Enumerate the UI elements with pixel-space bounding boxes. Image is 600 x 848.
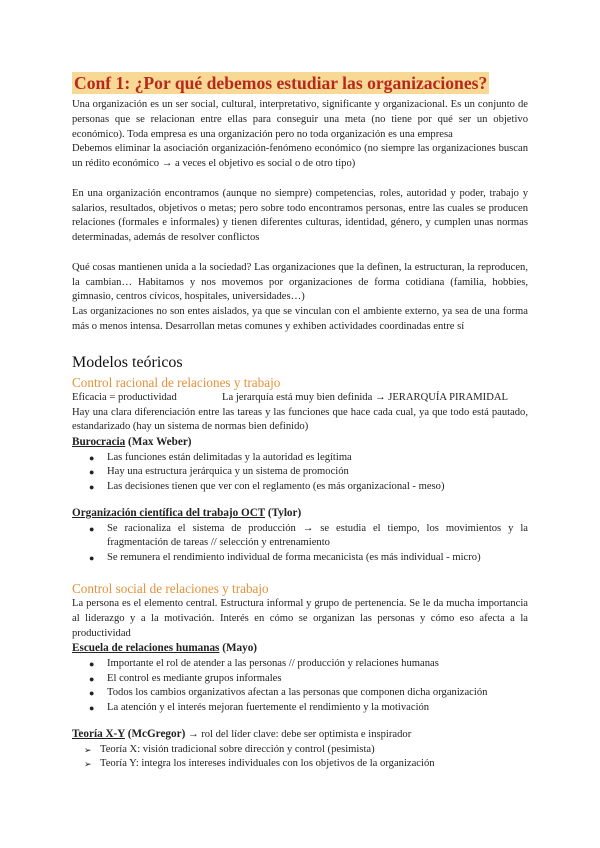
- list-item: ● El control es mediante grupos informales: [72, 672, 528, 687]
- bullet-icon: ●: [89, 673, 95, 684]
- teoria-xy-name: Teoría X-Y: [72, 728, 125, 740]
- intro-paragraph-5: Las organizaciones no son entes aislados, ya que se vinculan con el ambiente externo, ya sea de una forma más o menos intensa. Desarrollan metas comunes y exhiben actividades coordinadas entre sí: [72, 306, 528, 332]
- eficacia-right-text: La jerarquía está muy bien definida → JERARQUÍA PIRAMIDAL: [222, 391, 508, 403]
- arrow-bullet-icon: ➢: [84, 744, 92, 755]
- intro-paragraph-3: En una organización encontramos (aunque no siempre) competencias, roles, autoridad y poder, trabajo y salarios, resultados, objetivos o metas; pero sobre todo encontramos personas, entre las cuales se producen relaciones (formales e informales) y tienen diferentes culturas, identidad, género, y cumplen unas normas determinadas, además de resolver conflictos: [72, 187, 528, 244]
- eficacia-line: [72, 391, 528, 406]
- list-item: ● Importante el rol de atender a las personas // producción y relaciones humanas: [72, 657, 528, 672]
- escuela-name: Escuela de relaciones humanas: [72, 642, 220, 655]
- oct-author: (Tylor): [265, 507, 302, 520]
- control-racional-text: Hay una clara diferenciación entre las tareas y las funciones que hace cada cual, ya que todo está pautado, estandarizado (hay un sistema de normas bien definido): [72, 406, 528, 433]
- bullet-icon: ●: [89, 688, 95, 699]
- oct-heading: [72, 506, 528, 522]
- escuela-author: (Mayo): [219, 642, 258, 655]
- teoria-xy-author: (McGregor): [124, 728, 186, 740]
- intro-paragraph-2: Debemos eliminar la asociación organización-fenómeno económico (no siempre las organizaciones buscan un rédito económico → a veces el objetivo es social o de otro tipo): [72, 143, 528, 170]
- list-item: ● La atención y el interés mejoran fuertemente el rendimiento y la motivación: [72, 701, 528, 716]
- escuela-heading: [72, 641, 528, 657]
- burocracia-heading: [72, 435, 528, 451]
- eficacia-left-text: Eficacia = productividad: [72, 391, 177, 403]
- bullet-icon: ●: [89, 452, 95, 463]
- arrow-bullet-icon: ➢: [84, 759, 92, 770]
- escuela-list: [72, 657, 528, 716]
- oct-list: [72, 522, 528, 566]
- intro-paragraph-4: Qué cosas mantienen unida a la sociedad? Las organizaciones que la definen, la estructuran, la reproducen, la cambian… Habitamos y nos movemos por organizaciones de forma cotidiana (familia, hobbies, gimnasio, centros cívicos, hospitales, universidades…): [72, 261, 528, 303]
- subheading-control-social: Control social de relaciones y trabajo: [72, 580, 269, 596]
- list-item: ➢ Teoría X: visión tradicional sobre dirección y control (pesimista): [72, 743, 528, 758]
- teoria-xy-heading: [72, 727, 528, 743]
- list-item: ● Las funciones están delimitadas y la autoridad es legítima: [72, 451, 528, 466]
- section-heading-modelos: Modelos teóricos: [72, 353, 183, 371]
- teoria-xy-rest: → rol del líder clave: debe ser optimista e inspirador: [185, 729, 412, 740]
- burocracia-name: Burocracia: [72, 436, 126, 449]
- subheading-control-racional: Control racional de relaciones y trabajo: [72, 374, 281, 390]
- list-item: ● Hay una estructura jerárquica y un sistema de promoción: [72, 465, 528, 480]
- bullet-icon: ●: [89, 553, 95, 564]
- bullet-icon: ●: [89, 482, 95, 493]
- list-item: ● Las decisiones tienen que ver con el reglamento (es más organizacional - meso): [72, 480, 528, 495]
- bullet-icon: ●: [89, 523, 95, 534]
- control-social-text: La persona es el elemento central. Estructura informal y grupo de pertenencia. Se le da mucha importancia al liderazgo y a la motivación. Interés en cómo se organizan las personas y cómo eso afecta a la productividad: [72, 597, 528, 639]
- list-item: ➢ Teoría Y: integra los intereses individuales con los objetivos de la organización: [72, 757, 528, 772]
- list-item: ● Se remunera el rendimiento individual de forma mecanicista (es más individual - micro): [72, 551, 528, 566]
- page-title: Conf 1: ¿Por qué debemos estudiar las organizaciones?: [74, 73, 488, 93]
- bullet-icon: ●: [89, 703, 95, 714]
- teoria-xy-list: [72, 743, 528, 773]
- list-item: ● Todos los cambios organizativos afectan a las personas que componen dicha organización: [72, 686, 528, 701]
- burocracia-list: [72, 451, 528, 495]
- burocracia-author: (Max Weber): [125, 436, 192, 449]
- list-item: ● Se racionaliza el sistema de producción → se estudia el tiempo, los movimientos y la fragmentación de tareas // selección y entrenamiento: [89, 522, 528, 549]
- bullet-icon: ●: [89, 467, 95, 478]
- oct-name: Organización científica del trabajo OCT: [72, 507, 266, 520]
- bullet-icon: ●: [89, 658, 95, 669]
- intro-paragraph-1: Una organización es un ser social, cultural, interpretativo, significante y organizacional. Es un conjunto de personas que se relacionan entre ellas para conseguir una meta (no tiene por qué ser un objetivo económico). Toda empresa es una organización pero no toda organización es una empresa: [72, 99, 528, 140]
- document-page: [72, 72, 528, 772]
